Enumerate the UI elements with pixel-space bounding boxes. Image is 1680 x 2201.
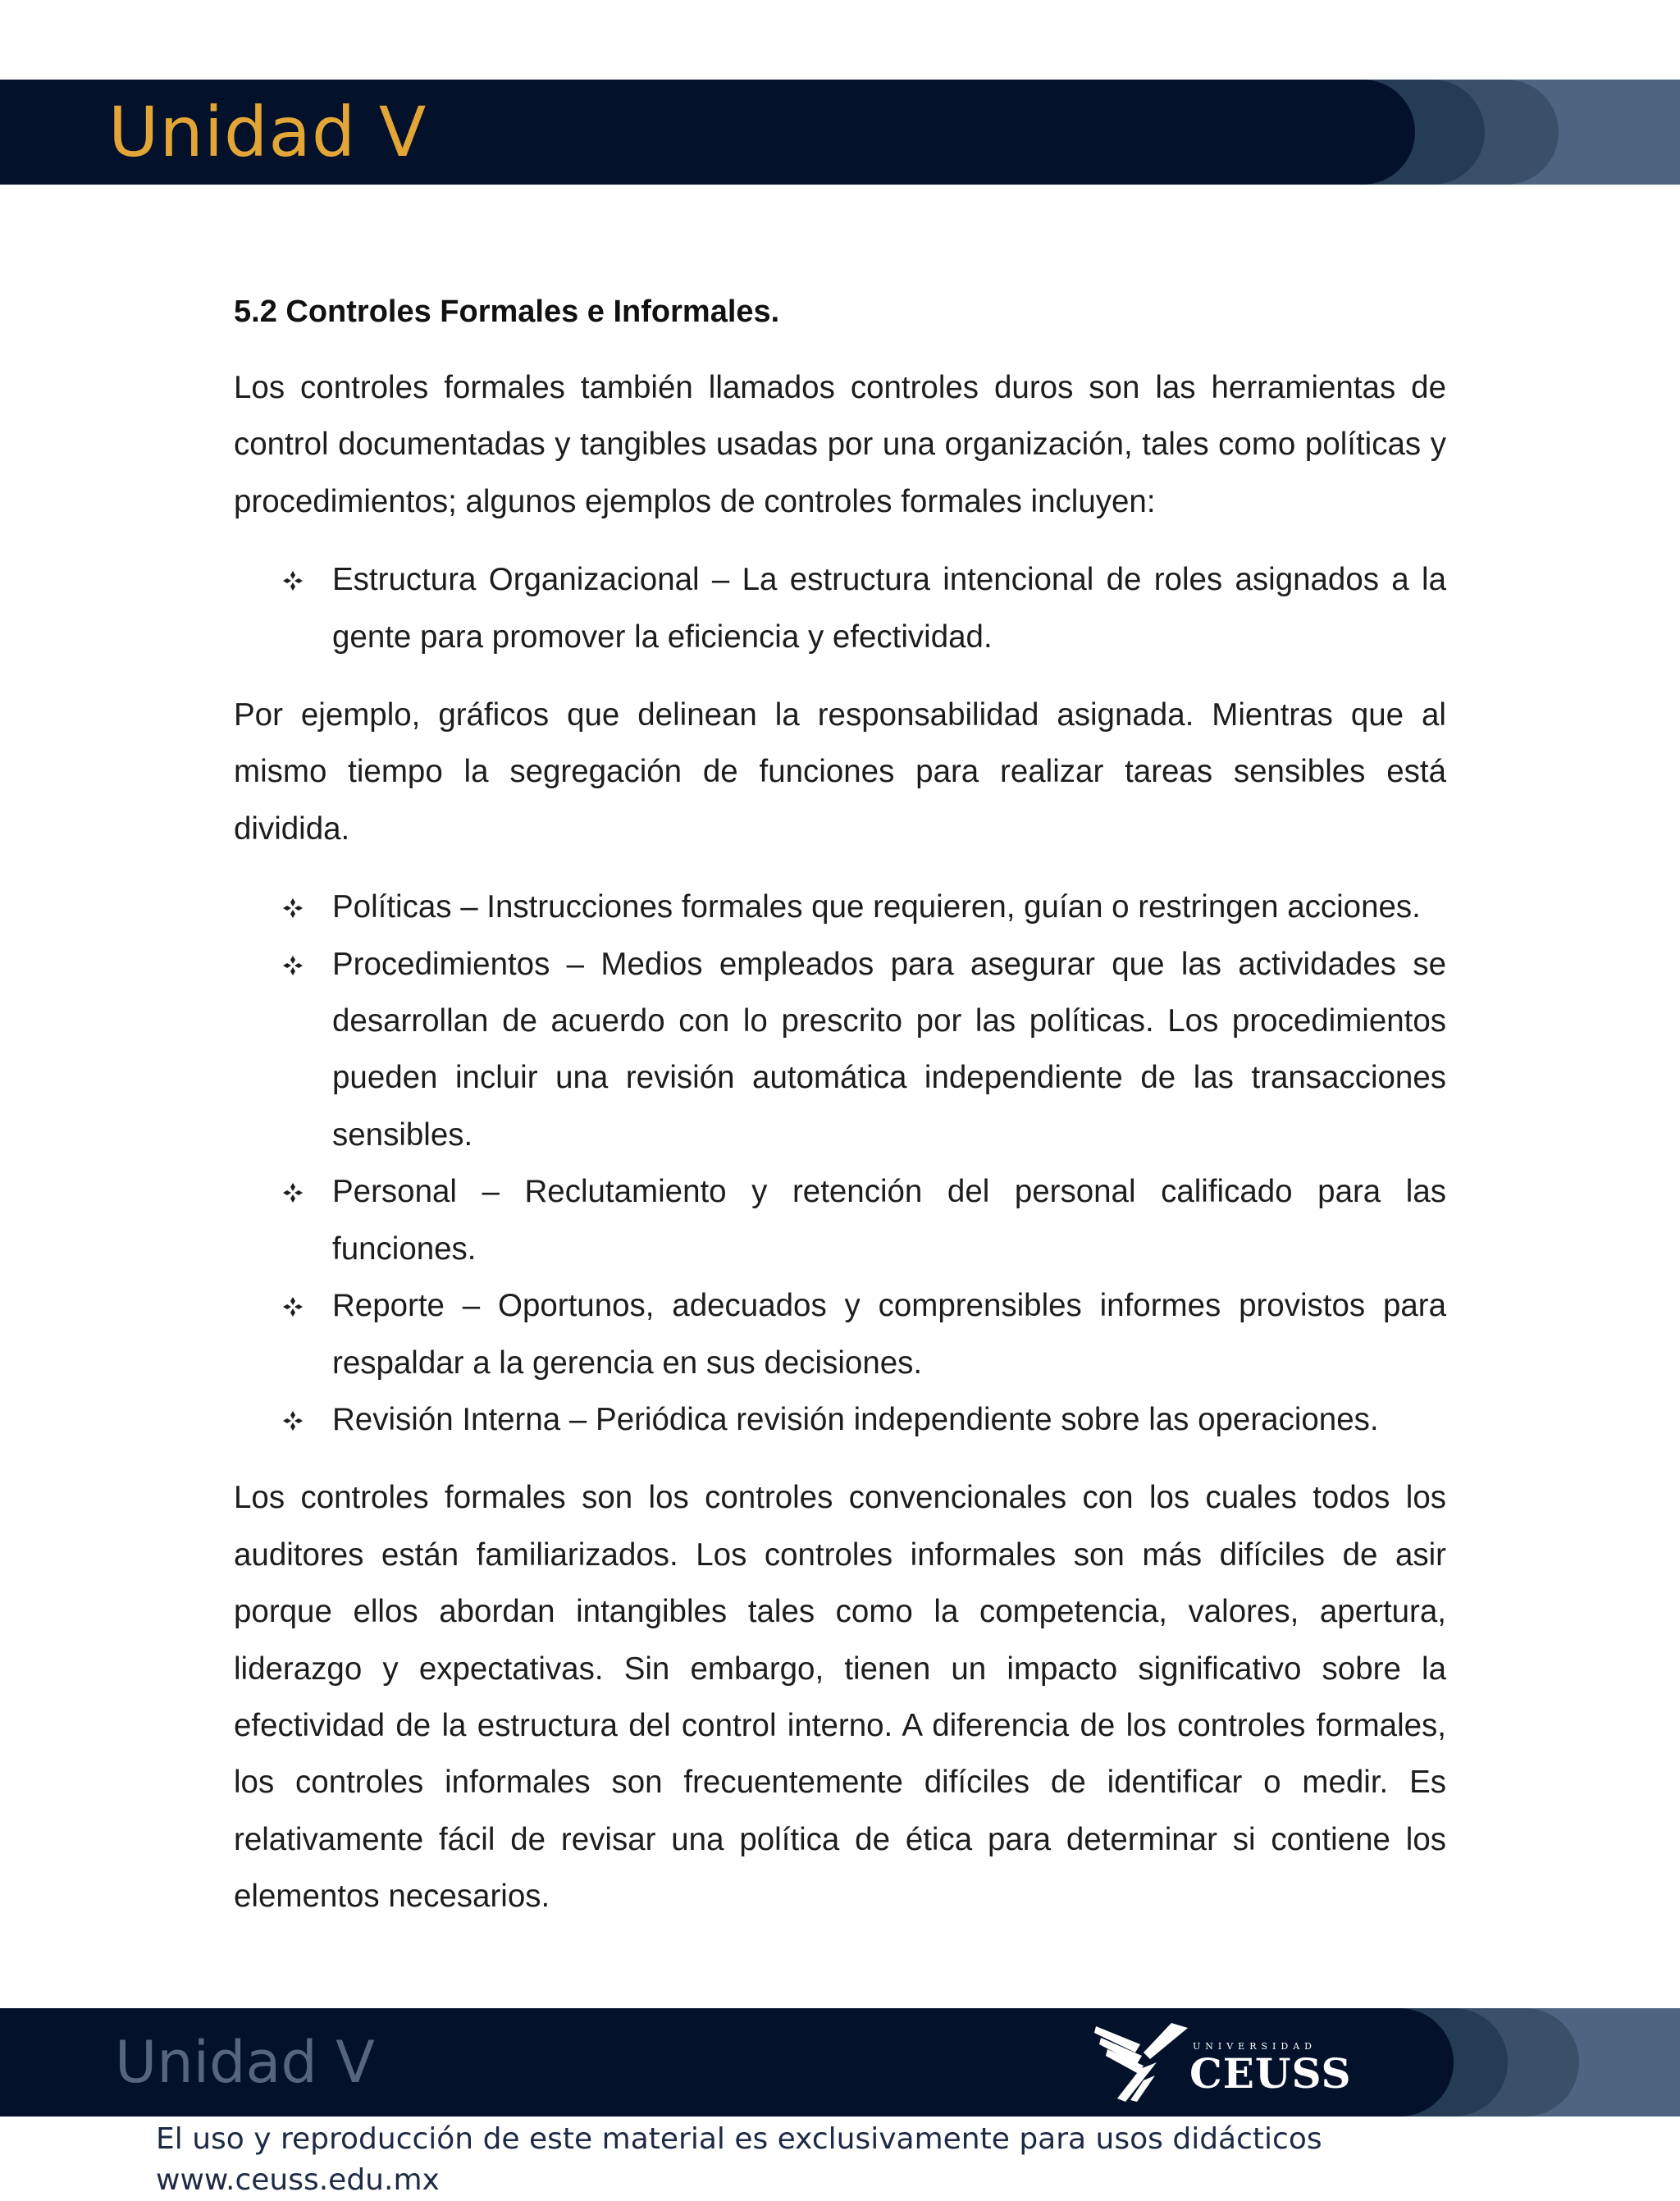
list-item [234,1391,1446,1448]
footer-band [0,2008,1680,2117]
header-title: Unidad V [108,92,427,172]
diamond-bullet-icon [283,1183,303,1203]
list-item-text: Personal – Reclutamiento y retención del personal calificado para las funciones. [332,1174,1446,1267]
closing-paragraph: Los controles formales son los controles convencionales con los cuales todos los auditores están familiarizados. Los controles informales son más difíciles de asir porque ellos abordan intangibles tales como la competencia, valores, apertura, liderazgo y expectativas. Sin embargo, tienen un impacto significativo sobre la efectividad de la estructura del control interno. A diferencia de los controles formales, los controles informales son frecuentemente difíciles de identificar o medir. Es relativamente fácil de revisar una política de ética para determinar si contiene los elementos necesarios. [234,1480,1446,1915]
list-item-text: Estructura Organizacional – La estructura intencional de roles asignados a la gente para promover la eficiencia y efectividad. [332,562,1446,655]
example-paragraph: Por ejemplo, gráficos que delinean la responsabilidad asignada. Mientras que al mismo tiempo la segregación de funciones para realizar tareas sensibles está dividida. [234,697,1446,847]
bullet-list-second [234,879,1446,1448]
intro-paragraph: Los controles formales también llamados controles duros son las herramientas de control documentadas y tangibles usadas por una organización, tales como políticas y procedimientos; algunos ejemplos de controles formales incluyen: [234,370,1446,519]
list-item-text: Revisión Interna – Periódica revisión independiente sobre las operaciones. [332,1401,1379,1437]
footer-band-shade-dark [0,2008,1454,2117]
usage-notice: El uso y reproducción de este material es exclusivamente para usos didácticos www.ceuss.edu.mx [156,2122,1322,2197]
list-item [234,1277,1446,1391]
diamond-bullet-icon [283,898,303,918]
diamond-bullet-icon [283,571,303,591]
section-title: 5.2 Controles Formales e Informales. [234,295,780,329]
diamond-bullet-icon [283,956,303,975]
diamond-bullet-icon [283,1411,303,1431]
footer-title: Unidad V [115,2029,375,2096]
bullet-list-first [234,551,1446,665]
logo-university-text: UNIVERSIDAD [1193,2041,1317,2052]
list-item-text: Procedimientos – Medios empleados para asegurar que las actividades se desarrollan de acuerdo con lo prescrito por las políticas. Los procedimientos pueden incluir una revisión automática independiente de las transacciones sensibles. [332,946,1446,1153]
list-item-text: Políticas – Instrucciones formales que requieren, guían o restringen acciones. [332,889,1421,925]
logo-ceuss-text: CEUSS [1189,2049,1352,2098]
list-item-text: Reporte – Oportunos, adecuados y comprensibles informes provistos para respaldar a la gerencia en sus decisiones. [332,1288,1446,1381]
diamond-bullet-icon [283,1297,303,1317]
list-item [234,879,1446,935]
header-band [0,80,1680,185]
document-body [234,287,1446,1947]
list-item [234,936,1446,1164]
header-band-shade-dark [0,80,1415,185]
list-item [234,1163,1446,1277]
list-item [234,551,1446,665]
ceuss-logo [1093,2020,1352,2105]
eagle-logo-icon [1093,2020,1189,2105]
